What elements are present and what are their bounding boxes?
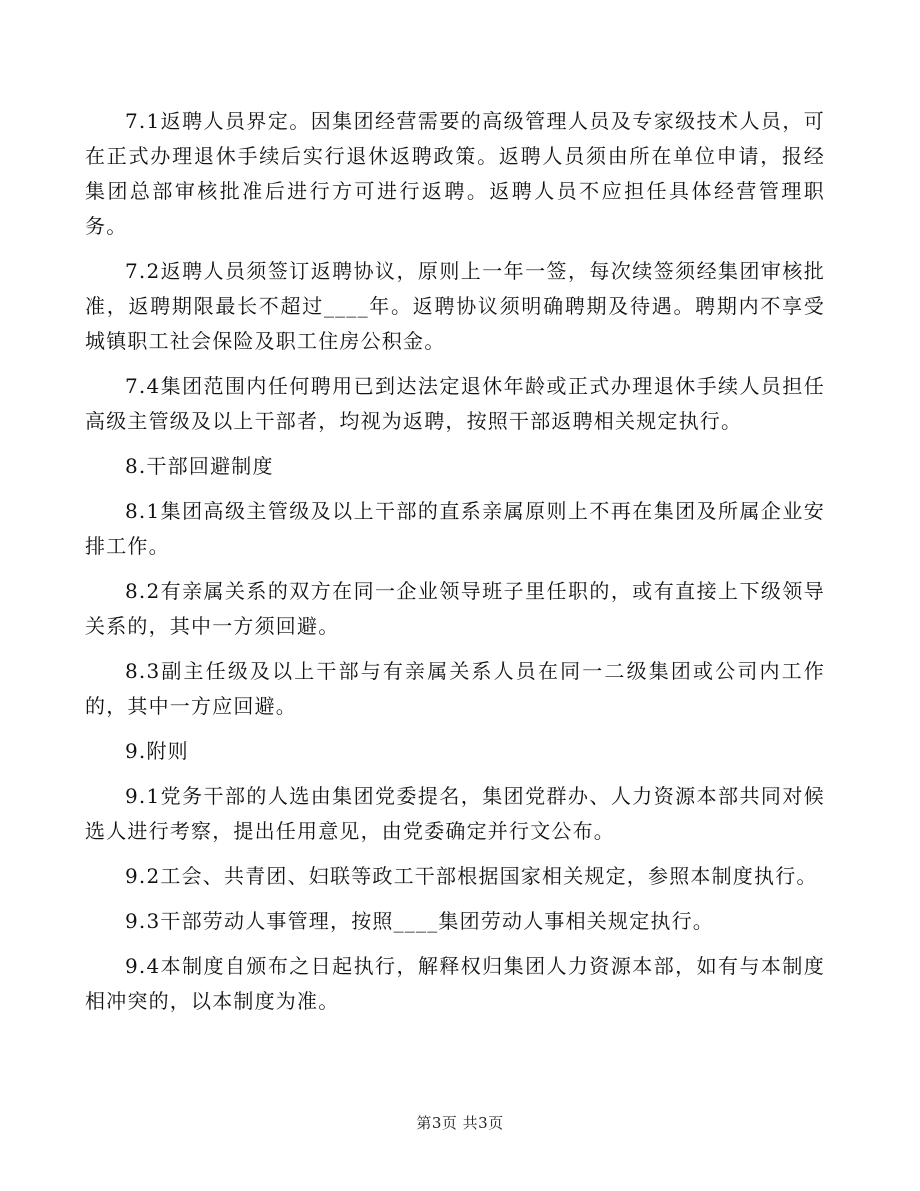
section-heading-9: 9.附则 (125, 739, 189, 763)
paragraph-7-2: 7.2返聘人员须签订返聘协议，原则上一年一签，每次续签须经集团审核批准，返聘期限最长不超过____年。返聘协议须明确聘期及待遇。聘期内不享受城镇职工社会保险及职工住房公积金。 (85, 259, 825, 353)
paragraph-9-1: 9.1党务干部的人选由集团党委提名，集团党群办、人力资源本部共同对候选人进行考察，提出任用意见，由党委确定并行文公布。 (85, 784, 825, 843)
paragraph-8-3: 8.3副主任级及以上干部与有亲属关系人员在同一二级集团或公司内工作的，其中一方应回避。 (85, 659, 825, 718)
page-number-footer: 第3页 共3页 (416, 1114, 504, 1132)
paragraph-8-2: 8.2有亲属关系的双方在同一企业领导班子里任职的，或有直接上下级领导关系的，其中一方须回避。 (85, 579, 825, 638)
paragraph-9-4: 9.4本制度自颁布之日起执行，解释权归集团人力资源本部，如有与本制度相冲突的，以本制度为准。 (85, 954, 825, 1013)
paragraph-7-4: 7.4集团范围内任何聘用已到达法定退休年龄或正式办理退休手续人员担任高级主管级及以上干部者，均视为返聘，按照干部返聘相关规定执行。 (85, 374, 825, 433)
paragraph-8-1: 8.1集团高级主管级及以上干部的直系亲属原则上不再在集团及所属企业安排工作。 (85, 499, 825, 558)
document-body (85, 104, 825, 1029)
paragraph-9-2: 9.2工会、共青团、妇联等政工干部根据国家相关规定，参照本制度执行。 (125, 864, 818, 888)
paragraph-7-1: 7.1返聘人员界定。因集团经营需要的高级管理人员及专家级技术人员，可在正式办理退休手续后实行退休返聘政策。返聘人员须由所在单位申请，报经集团总部审核批准后进行方可进行返聘。返聘人员不应担任具体经营管理职务。 (85, 109, 825, 238)
paragraph-9-3: 9.3干部劳动人事管理，按照____集团劳动人事相关规定执行。 (125, 909, 715, 933)
section-heading-8: 8.干部回避制度 (125, 454, 274, 478)
